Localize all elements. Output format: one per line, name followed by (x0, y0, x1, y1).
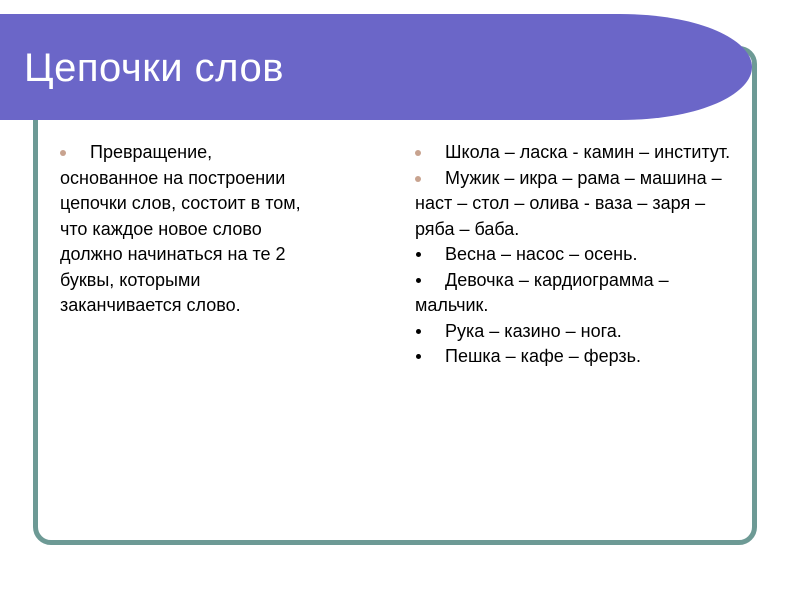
left-column (60, 140, 310, 319)
list-item (415, 140, 735, 166)
list-item-text: Превращение, основанное на построении цепочки слов, состоит в том, что каждое новое слово должно начинаться на те 2 буквы, которыми заканчивается слово. (60, 142, 301, 315)
black-dot-icon (415, 327, 445, 337)
title-band (0, 0, 800, 130)
right-column (415, 140, 735, 370)
slide-title: Цепочки слов (24, 46, 284, 90)
list-item-text: Девочка – кардиограмма – мальчик. (415, 269, 669, 315)
list-item (415, 319, 735, 345)
list-item-text: Мужик – икра – рама – машина – наст – стол – олива - ваза – заря – ряба – баба. (415, 167, 722, 239)
black-dot-icon (415, 352, 445, 362)
black-dot-icon (415, 250, 445, 260)
accent-dot-icon (415, 148, 445, 158)
list-item (415, 242, 735, 268)
left-bullet-list (60, 140, 310, 319)
list-item (415, 268, 735, 319)
list-item-text: Рука – казино – нога. (445, 320, 622, 341)
list-item (415, 166, 735, 243)
list-item-text: Пешка – кафе – ферзь. (445, 346, 642, 366)
accent-dot-icon (60, 148, 90, 158)
list-item-text: Весна – насос – осень. (445, 244, 638, 264)
right-bullet-list (415, 140, 735, 370)
list-item (60, 140, 310, 319)
accent-dot-icon (415, 174, 445, 184)
black-dot-icon (415, 276, 445, 286)
list-item (415, 344, 735, 370)
list-item-text: Школа – ласка - камин – институт. (445, 142, 731, 162)
